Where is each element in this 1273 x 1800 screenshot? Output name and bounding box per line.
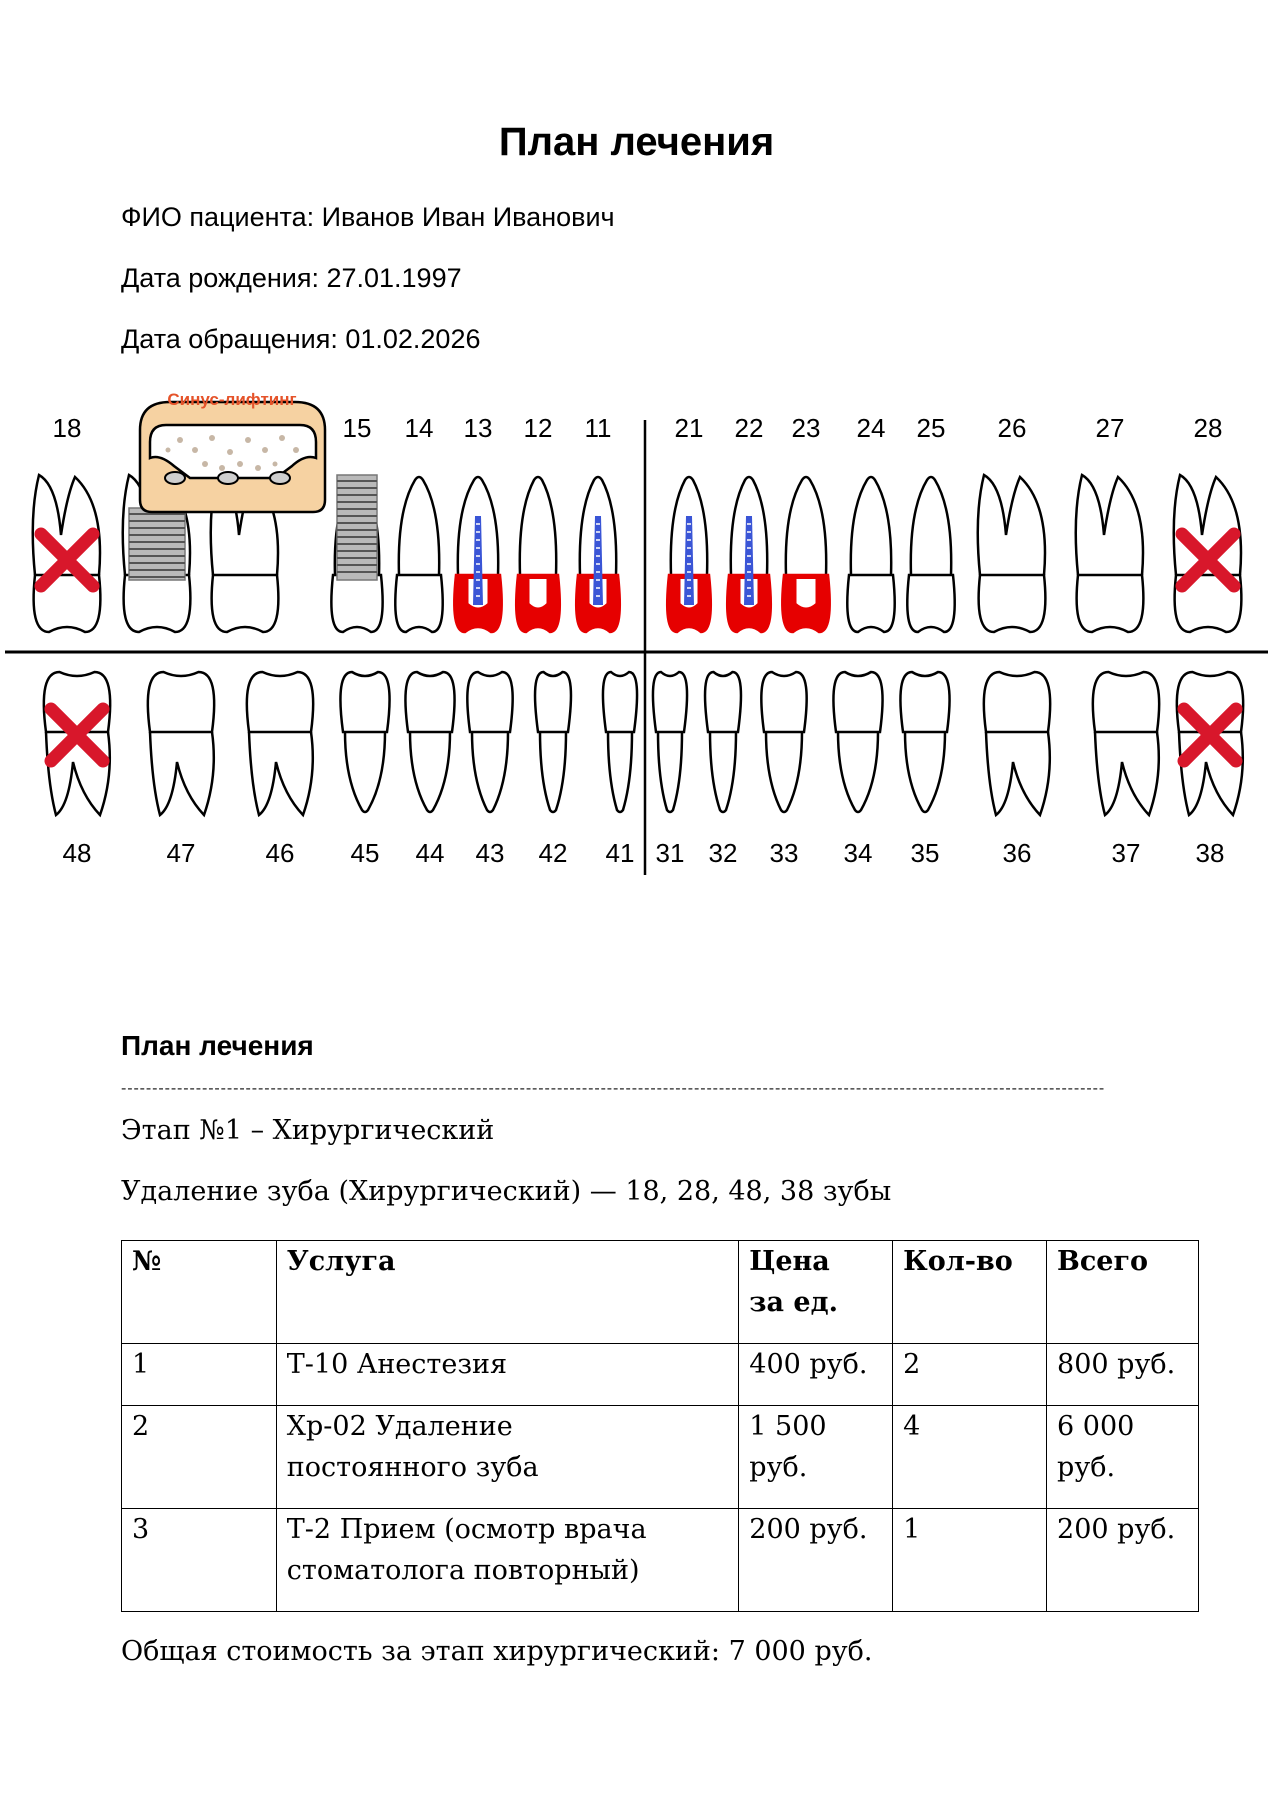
tooth-number: 48 [62, 838, 92, 868]
tooth-crown [847, 575, 894, 632]
tooth-number: 24 [856, 413, 886, 443]
tooth-number: 22 [734, 413, 764, 443]
birth-date: Дата рождения: 27.01.1997 [121, 263, 462, 293]
tooth-crown [124, 575, 191, 632]
patient-name: ФИО пациента: Иванов Иван Иванович [121, 202, 615, 232]
lower-teeth [44, 672, 1243, 815]
tooth-15 [331, 475, 382, 632]
tooth-number: 43 [475, 838, 505, 868]
tooth-root [150, 732, 214, 815]
total-line: 200 руб. [1057, 1514, 1176, 1545]
tooth-41 [603, 672, 637, 812]
tooth-root [540, 732, 566, 812]
stage-title: Этап №1 – Хирургический [121, 1115, 495, 1146]
col-service-header: Услуга [276, 1241, 738, 1344]
tooth-root [410, 732, 450, 812]
tooth-root [658, 732, 682, 812]
visit-date: Дата обращения: 01.02.2026 [121, 324, 481, 354]
tooth-root [472, 732, 508, 812]
crown-opening [530, 579, 546, 607]
tooth-46 [247, 672, 313, 815]
tooth-number: 28 [1193, 413, 1223, 443]
tooth-number: 15 [342, 413, 372, 443]
sinus-holes [165, 472, 290, 484]
tooth-crown [247, 672, 313, 732]
table-row [122, 1344, 1199, 1406]
tooth-13 [454, 477, 501, 632]
plan-heading: План лечения [121, 1030, 314, 1061]
price-header-line2: за ед. [749, 1287, 838, 1318]
tooth-11 [576, 477, 620, 632]
price-line: 400 руб. [749, 1349, 868, 1380]
tooth-25 [907, 477, 954, 632]
implant-icon [129, 508, 185, 580]
tooth-number: 11 [584, 413, 612, 443]
tooth-root [710, 732, 736, 812]
sinus-lift-graphic [140, 390, 325, 512]
row-total [1047, 1406, 1199, 1509]
tooth-crown [212, 575, 279, 632]
tooth-chart [0, 380, 1273, 880]
page-title: План лечения [498, 120, 775, 164]
tooth-43 [467, 672, 512, 812]
tooth-number: 32 [708, 838, 738, 868]
tooth-26 [978, 475, 1046, 632]
tooth-root [911, 477, 951, 575]
tooth-number: 13 [463, 413, 493, 443]
tooth-21 [667, 477, 711, 632]
row-service [276, 1406, 738, 1509]
tooth-24 [847, 477, 894, 632]
tooth-number: 38 [1195, 838, 1225, 868]
tooth-48 [44, 672, 110, 815]
tooth-number: 41 [605, 838, 635, 868]
stage-total: Общая стоимость за этап хирургический: 7 000 руб. [121, 1636, 873, 1667]
row-qty: 2 [893, 1344, 1047, 1406]
stage-description: Удаление зуба (Хирургический) — 18, 28, 48, 38 зубы [121, 1176, 892, 1207]
tooth-number: 44 [415, 838, 445, 868]
tooth-crown [148, 672, 214, 732]
service-line: Т-10 Анестезия [286, 1349, 508, 1380]
tooth-root [851, 477, 891, 575]
service-line: Хр-02 Удаление [286, 1411, 513, 1442]
tooth-crown [653, 672, 687, 732]
total-line: 6 000 [1057, 1411, 1135, 1442]
tooth-45 [340, 672, 389, 812]
tooth-crown [395, 575, 442, 632]
tooth-27 [1076, 475, 1144, 632]
tooth-number: 26 [997, 413, 1027, 443]
total-line: 800 руб. [1057, 1349, 1176, 1380]
tooth-36 [984, 672, 1050, 815]
tooth-42 [535, 672, 571, 812]
tooth-root [978, 475, 1045, 575]
tooth-root [608, 732, 632, 812]
row-total [1047, 1344, 1199, 1406]
tooth-crown [761, 672, 806, 732]
tooth-33 [761, 672, 806, 812]
tooth-44 [405, 672, 454, 812]
row-price [739, 1509, 893, 1612]
row-qty: 1 [893, 1509, 1047, 1612]
table-row [122, 1406, 1199, 1509]
row-price [739, 1406, 893, 1509]
service-line: постоянного зуба [286, 1452, 539, 1483]
tooth-root [905, 732, 945, 812]
crown-opening [797, 579, 815, 607]
tooth-crown [405, 672, 454, 732]
tooth-32 [705, 672, 741, 812]
tooth-number: 18 [52, 413, 82, 443]
tooth-root [249, 732, 313, 815]
tooth-root [345, 732, 385, 812]
table-header-row [122, 1241, 1199, 1344]
tooth-number: 25 [916, 413, 946, 443]
separator-line: -------------------------------------------------------------------------------------------------------------------------------------------------------------- [121, 1080, 1106, 1097]
row-qty: 4 [893, 1406, 1047, 1509]
tooth-crown [1093, 672, 1159, 732]
tooth-23 [782, 477, 829, 632]
tooth-number: 23 [791, 413, 821, 443]
tooth-number: 36 [1002, 838, 1032, 868]
lower-tooth-numbers [63, 838, 1225, 868]
price-header-line1: Цена [749, 1246, 830, 1277]
tooth-crown [340, 672, 389, 732]
table-row [122, 1509, 1199, 1612]
tooth-root [399, 477, 439, 575]
tooth-47 [148, 672, 214, 815]
col-qty-header: Кол-во [893, 1241, 1047, 1344]
tooth-root [838, 732, 878, 812]
tooth-38 [1177, 672, 1243, 815]
tooth-crown [603, 672, 637, 732]
price-line: 1 500 [749, 1411, 827, 1442]
col-total-header: Всего [1047, 1241, 1199, 1344]
tooth-number: 27 [1095, 413, 1125, 443]
tooth-crown [1177, 672, 1243, 732]
tooth-crown [467, 672, 512, 732]
total-line: руб. [1057, 1452, 1116, 1483]
service-line: стоматолога повторный) [286, 1555, 640, 1586]
tooth-crown [984, 672, 1050, 732]
tooth-crown [331, 575, 382, 632]
tooth-number: 14 [404, 413, 434, 443]
tooth-root [1095, 732, 1159, 815]
tooth-number: 35 [910, 838, 940, 868]
tooth-34 [833, 672, 882, 812]
tooth-crown [900, 672, 949, 732]
tooth-number: 37 [1111, 838, 1141, 868]
service-line: Т-2 Прием (осмотр врача [286, 1514, 647, 1545]
tooth-root [520, 477, 556, 575]
tooth-number: 45 [350, 838, 380, 868]
tooth-37 [1093, 672, 1159, 815]
row-service [276, 1509, 738, 1612]
tooth-28 [1174, 475, 1242, 632]
price-line: руб. [749, 1452, 808, 1483]
col-number-header: № [122, 1241, 277, 1344]
tooth-crown [833, 672, 882, 732]
tooth-number: 31 [655, 838, 685, 868]
tooth-22 [727, 477, 771, 632]
sinus-lift-label: Синус-лифтинг [167, 390, 297, 409]
tooth-number: 47 [166, 838, 196, 868]
tooth-crown [44, 672, 110, 732]
implant-icon [337, 475, 377, 580]
tooth-number: 12 [523, 413, 553, 443]
tooth-18 [33, 475, 101, 632]
tooth-number: 21 [674, 413, 704, 443]
row-service [276, 1344, 738, 1406]
row-number: 3 [122, 1509, 277, 1612]
row-number: 2 [122, 1406, 277, 1509]
tooth-crown [907, 575, 954, 632]
tooth-crown [1077, 575, 1144, 632]
tooth-12 [516, 477, 560, 632]
row-number: 1 [122, 1344, 277, 1406]
tooth-crown [979, 575, 1046, 632]
row-price [739, 1344, 893, 1406]
tooth-root [986, 732, 1050, 815]
tooth-31 [653, 672, 687, 812]
tooth-number: 33 [769, 838, 799, 868]
tooth-number: 34 [843, 838, 873, 868]
tooth-root [786, 477, 826, 575]
tooth-14 [395, 477, 442, 632]
col-price-header [739, 1241, 893, 1344]
tooth-35 [900, 672, 949, 812]
services-table [121, 1240, 1199, 1612]
row-total [1047, 1509, 1199, 1612]
tooth-crown [705, 672, 741, 732]
tooth-number: 46 [265, 838, 295, 868]
tooth-root [766, 732, 802, 812]
tooth-crown [535, 672, 571, 732]
tooth-root [1076, 475, 1143, 575]
price-line: 200 руб. [749, 1514, 868, 1545]
tooth-number: 42 [538, 838, 568, 868]
